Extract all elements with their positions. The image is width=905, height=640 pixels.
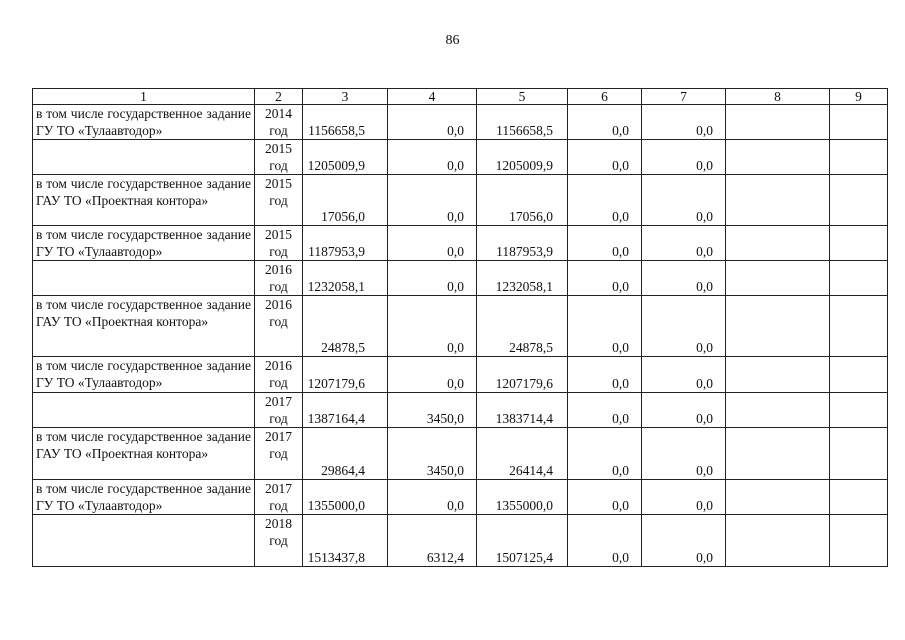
row-year: 2016 год	[255, 357, 303, 393]
cell-col-6: 0,0	[568, 226, 642, 261]
cell-col-9	[830, 140, 888, 175]
cell-col-5: 1207179,6	[477, 357, 568, 393]
row-year: 2014 год	[255, 105, 303, 140]
row-description: в том числе государственное задание ГУ ТО «Тулаавтодор»	[33, 357, 255, 393]
cell-col-7: 0,0	[642, 515, 726, 567]
cell-col-7: 0,0	[642, 393, 726, 428]
cell-col-5: 1383714,4	[477, 393, 568, 428]
cell-col-4: 3450,0	[388, 428, 477, 480]
cell-col-9	[830, 393, 888, 428]
table-row	[33, 296, 888, 357]
row-description: в том числе государственное задание ГУ ТО «Тулаавтодор»	[33, 105, 255, 140]
cell-col-4: 3450,0	[388, 393, 477, 428]
row-description: в том числе государственное задание ГАУ ТО «Проектная контора»	[33, 428, 255, 480]
table-row	[33, 393, 888, 428]
cell-col-8	[726, 140, 830, 175]
cell-col-9	[830, 296, 888, 357]
cell-col-7: 0,0	[642, 261, 726, 296]
page-number: 86	[445, 33, 460, 48]
cell-col-8	[726, 393, 830, 428]
cell-col-4: 0,0	[388, 226, 477, 261]
cell-col-6: 0,0	[568, 261, 642, 296]
row-description	[33, 261, 255, 296]
table-row	[33, 515, 888, 567]
cell-col-5: 1187953,9	[477, 226, 568, 261]
cell-col-7: 0,0	[642, 105, 726, 140]
row-description	[33, 140, 255, 175]
cell-col-9	[830, 357, 888, 393]
cell-col-8	[726, 515, 830, 567]
cell-col-8	[726, 296, 830, 357]
table-row	[33, 140, 888, 175]
cell-col-8	[726, 261, 830, 296]
cell-col-3: 29864,4	[303, 428, 388, 480]
column-header: 6	[568, 89, 642, 105]
cell-col-8	[726, 105, 830, 140]
cell-col-6: 0,0	[568, 428, 642, 480]
column-header: 8	[726, 89, 830, 105]
cell-col-9	[830, 175, 888, 226]
cell-col-4: 0,0	[388, 357, 477, 393]
cell-col-6: 0,0	[568, 296, 642, 357]
cell-col-6: 0,0	[568, 515, 642, 567]
row-description: в том числе государственное задание ГУ ТО «Тулаавтодор»	[33, 480, 255, 515]
column-header: 9	[830, 89, 888, 105]
row-year: 2016 год	[255, 296, 303, 357]
cell-col-4: 0,0	[388, 105, 477, 140]
row-year: 2016 год	[255, 261, 303, 296]
column-header: 1	[33, 89, 255, 105]
cell-col-9	[830, 515, 888, 567]
cell-col-4: 0,0	[388, 261, 477, 296]
cell-col-5: 1507125,4	[477, 515, 568, 567]
row-year: 2017 год	[255, 428, 303, 480]
table-row	[33, 261, 888, 296]
cell-col-4: 0,0	[388, 480, 477, 515]
column-header: 5	[477, 89, 568, 105]
cell-col-8	[726, 428, 830, 480]
table-row	[33, 428, 888, 480]
table-row	[33, 226, 888, 261]
cell-col-3: 24878,5	[303, 296, 388, 357]
cell-col-9	[830, 105, 888, 140]
cell-col-9	[830, 480, 888, 515]
row-year: 2015 год	[255, 140, 303, 175]
cell-col-3: 1156658,5	[303, 105, 388, 140]
cell-col-3: 1232058,1	[303, 261, 388, 296]
table-row	[33, 357, 888, 393]
cell-col-3: 17056,0	[303, 175, 388, 226]
cell-col-3: 1187953,9	[303, 226, 388, 261]
row-year: 2017 год	[255, 480, 303, 515]
column-header: 2	[255, 89, 303, 105]
row-year: 2018 год	[255, 515, 303, 567]
row-year: 2015 год	[255, 175, 303, 226]
cell-col-9	[830, 261, 888, 296]
cell-col-7: 0,0	[642, 140, 726, 175]
cell-col-5: 1156658,5	[477, 105, 568, 140]
cell-col-5: 17056,0	[477, 175, 568, 226]
cell-col-6: 0,0	[568, 393, 642, 428]
row-description	[33, 515, 255, 567]
column-header: 7	[642, 89, 726, 105]
table-row	[33, 480, 888, 515]
cell-col-6: 0,0	[568, 175, 642, 226]
cell-col-7: 0,0	[642, 480, 726, 515]
row-year: 2015 год	[255, 226, 303, 261]
cell-col-8	[726, 175, 830, 226]
cell-col-3: 1355000,0	[303, 480, 388, 515]
cell-col-4: 0,0	[388, 140, 477, 175]
cell-col-6: 0,0	[568, 140, 642, 175]
table-row	[33, 105, 888, 140]
cell-col-6: 0,0	[568, 105, 642, 140]
cell-col-5: 26414,4	[477, 428, 568, 480]
table-row	[33, 175, 888, 226]
row-description: в том числе государственное задание ГУ ТО «Тулаавтодор»	[33, 226, 255, 261]
cell-col-8	[726, 480, 830, 515]
column-header: 4	[388, 89, 477, 105]
cell-col-5: 1232058,1	[477, 261, 568, 296]
cell-col-7: 0,0	[642, 226, 726, 261]
cell-col-7: 0,0	[642, 357, 726, 393]
row-year: 2017 год	[255, 393, 303, 428]
cell-col-7: 0,0	[642, 175, 726, 226]
cell-col-7: 0,0	[642, 428, 726, 480]
cell-col-8	[726, 357, 830, 393]
row-description: в том числе государственное задание ГАУ ТО «Проектная контора»	[33, 296, 255, 357]
cell-col-3: 1387164,4	[303, 393, 388, 428]
cell-col-4: 6312,4	[388, 515, 477, 567]
cell-col-4: 0,0	[388, 296, 477, 357]
cell-col-6: 0,0	[568, 357, 642, 393]
cell-col-3: 1207179,6	[303, 357, 388, 393]
cell-col-9	[830, 226, 888, 261]
cell-col-5: 24878,5	[477, 296, 568, 357]
budget-table	[32, 88, 888, 567]
cell-col-7: 0,0	[642, 296, 726, 357]
cell-col-5: 1205009,9	[477, 140, 568, 175]
row-description	[33, 393, 255, 428]
cell-col-4: 0,0	[388, 175, 477, 226]
header-row	[33, 89, 888, 105]
cell-col-5: 1355000,0	[477, 480, 568, 515]
cell-col-3: 1513437,8	[303, 515, 388, 567]
cell-col-9	[830, 428, 888, 480]
cell-col-6: 0,0	[568, 480, 642, 515]
row-description: в том числе государственное задание ГАУ ТО «Проектная контора»	[33, 175, 255, 226]
column-header: 3	[303, 89, 388, 105]
cell-col-8	[726, 226, 830, 261]
cell-col-3: 1205009,9	[303, 140, 388, 175]
